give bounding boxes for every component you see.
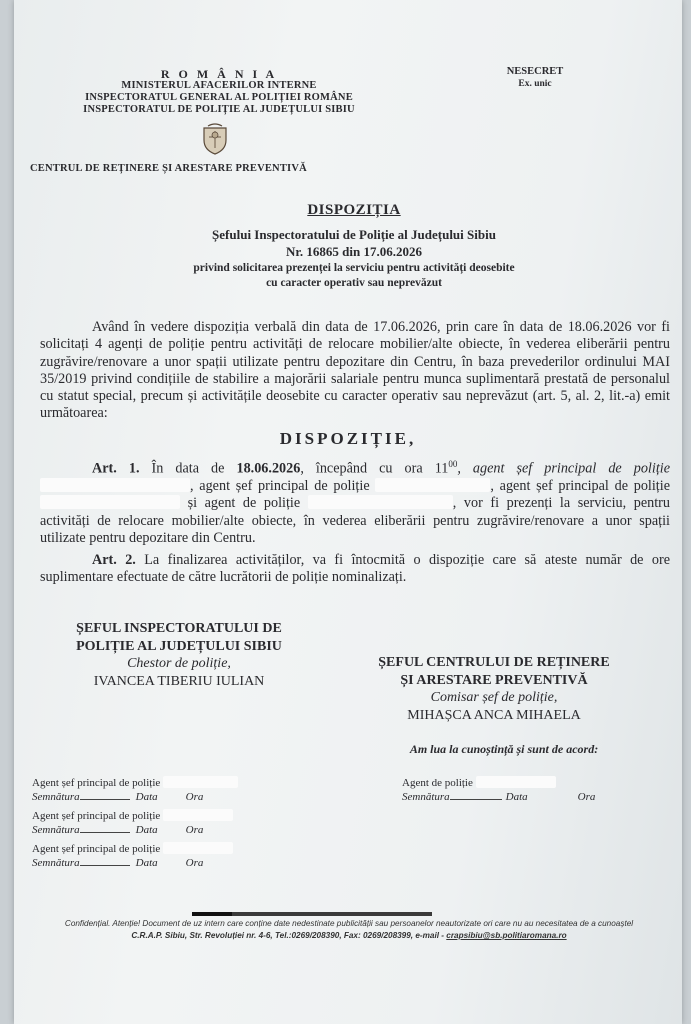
- redacted-name: [40, 495, 180, 509]
- redacted-name: [476, 776, 556, 788]
- ack-row-3: [32, 842, 292, 856]
- article-2-label: Art. 2.: [92, 552, 136, 568]
- footer-confidential: Confidențial. Atenție! Document de uz intern care conține date nedestinate publicității sau persoanelor neautorizate ori care nu au necesitatea de a cunoaștel: [64, 919, 634, 928]
- hour-label: Ora: [577, 791, 596, 803]
- article-1-text: În data de: [139, 460, 237, 477]
- ack-left-block: [32, 776, 292, 870]
- redacted-name: [308, 495, 453, 509]
- classification-block: [490, 66, 580, 90]
- header-block: [54, 68, 384, 116]
- date-label: Data: [135, 857, 158, 869]
- ack-row-4: [402, 776, 662, 790]
- classification-label: NESECRET: [506, 66, 564, 77]
- article-1-hour-sup: 00: [448, 459, 458, 469]
- footer-email-link[interactable]: crapsibiu@sb.politiaromana.ro: [446, 931, 567, 940]
- document-issuer: Șefului Inspectoratului de Poliție al Județului Sibiu: [212, 227, 496, 242]
- signature-line: [80, 790, 130, 800]
- ack-agent-label: Agent de poliție: [402, 777, 473, 789]
- footer-bar: [192, 912, 432, 916]
- redacted-name: [163, 842, 233, 854]
- document-subject-line2: cu caracter operativ sau neprevăzut: [266, 277, 442, 289]
- redacted-name: [40, 478, 190, 492]
- hour-label: Ora: [185, 857, 204, 869]
- signature-left-name: IVANCEA TIBERIU IULIAN: [93, 673, 265, 689]
- hour-label: Ora: [185, 824, 204, 836]
- date-label: Data: [505, 791, 528, 803]
- redacted-name: [163, 776, 238, 788]
- coat-of-arms-icon: [200, 122, 230, 156]
- document-number: Nr. 16865 din 17.06.2026: [285, 244, 423, 259]
- signature-label: Semnătura: [32, 791, 80, 803]
- signature-line: [450, 790, 502, 800]
- article-1-label: Art. 1.: [92, 460, 140, 477]
- signature-block-right: [344, 654, 644, 724]
- hour-label: Ora: [185, 791, 204, 803]
- signature-left-rank: Chestor de poliție,: [127, 656, 231, 671]
- article-1-text: , agent șef principal de poliție: [490, 478, 670, 495]
- document-page: [14, 0, 682, 1024]
- ack-signature-row: [32, 856, 292, 870]
- ack-row-1: [32, 776, 292, 790]
- date-label: Data: [135, 791, 158, 803]
- article-1-text: , agent șef principal de poliție: [190, 478, 370, 495]
- copy-label: Ex. unic: [518, 79, 552, 89]
- ack-signature-row: [32, 823, 292, 837]
- article-1-text: și agent de poliție: [180, 495, 301, 512]
- signature-left-title2: POLIȚIE AL JUDEȚULUI SIBIU: [76, 638, 282, 654]
- disposition-heading: DISPOZIȚIE,: [279, 429, 417, 448]
- header-inspectorate-county: INSPECTORATUL DE POLIȚIE AL JUDEȚULUI SIBIU: [83, 104, 355, 115]
- header-ministry: MINISTERUL AFACERILOR INTERNE: [121, 80, 317, 91]
- ack-agent-label: Agent șef principal de poliție: [32, 777, 161, 789]
- acknowledgement-heading: Am lua la cunoștință și sunt de acord:: [409, 742, 599, 756]
- footer-address: C.R.A.P. Sibiu, Str. Revoluției nr. 4-6, Tel.:0269/208390, Fax: 0269/208399, e-mail -: [131, 931, 447, 940]
- article-1-date: 18.06.2026: [236, 460, 301, 477]
- article-1-text: , agent șef principal de poliție: [457, 460, 670, 477]
- signature-right-title1: ȘEFUL CENTRULUI DE REȚINERE: [378, 655, 610, 670]
- ack-agent-label: Agent șef principal de poliție: [32, 843, 161, 855]
- document-title: DISPOZIȚIA: [307, 202, 401, 218]
- article-1: [40, 456, 670, 547]
- redacted-name: [163, 809, 233, 821]
- signature-right-title2: ȘI ARESTARE PREVENTIVĂ: [400, 672, 588, 688]
- date-label: Data: [135, 824, 158, 836]
- signature-line: [80, 823, 130, 833]
- signature-label: Semnătura: [402, 791, 450, 803]
- article-2-text: La finalizarea activităților, va fi întocmită o dispoziție care să ateste număr de ore suplimentare efectuate de către lucrătorii de poliție nominalizați.: [40, 552, 670, 586]
- signature-label: Semnătura: [32, 824, 80, 836]
- intro-paragraph: Având în vedere dispoziția verbală din data de 17.06.2026, prin care în data de 18.06.2026 vor fi solicitați 4 agenți de poliție pentru activități de relocare mobilier/alte obiecte, în vederea eliberării pentru zugrăvire/renovare a unor spații utilizate pentru depozitare din Centru, în baza prevederilor ordinului MAI 35/2019 privind condițiile de stabilire a majorării salariale pentru munca suplimentară prestată de personalul cu statut special, precum și activitățile deosebite cu caracter operativ sau neprevăzut (art. 5, al. 2, lit.-a) emit următoarea:: [40, 319, 670, 422]
- signature-label: Semnătura: [32, 857, 80, 869]
- signature-right-name: MIHAȘCA ANCA MIHAELA: [407, 707, 581, 723]
- signature-left-title1: ȘEFUL INSPECTORATULUI DE: [76, 621, 282, 636]
- document-subject-line1: privind solicitarea prezenței la serviciu pentru activități deosebite: [193, 262, 515, 274]
- header-center-name: CENTRUL DE REȚINERE ȘI ARESTARE PREVENTIVĂ: [30, 163, 307, 174]
- header-country: R O M Â N I A: [160, 67, 278, 81]
- article-2: [40, 552, 670, 587]
- ack-agent-label: Agent șef principal de poliție: [32, 810, 161, 822]
- ack-row-2: [32, 809, 292, 823]
- ack-signature-row: [402, 790, 662, 804]
- ack-signature-row: [32, 790, 292, 804]
- article-1-text: , începând cu ora 11: [300, 460, 449, 477]
- ack-right-block: [402, 776, 662, 804]
- redacted-name: [375, 478, 490, 492]
- footer-contact: [24, 931, 674, 940]
- signature-block-left: [44, 620, 314, 690]
- header-inspectorate-general: INSPECTORATUL GENERAL AL POLIȚIEI ROMÂNE: [85, 92, 353, 103]
- signature-line: [80, 856, 130, 866]
- signature-right-rank: Comisar șef de poliție,: [430, 690, 558, 705]
- article-1-text: , vor fi prezenți la serviciu, pentru activități de relocare mobilier/alte obiecte, în vederea eliberării pentru zugrăvire/renovare a unor spații utilizate pentru depozitare din Centru.: [40, 495, 670, 546]
